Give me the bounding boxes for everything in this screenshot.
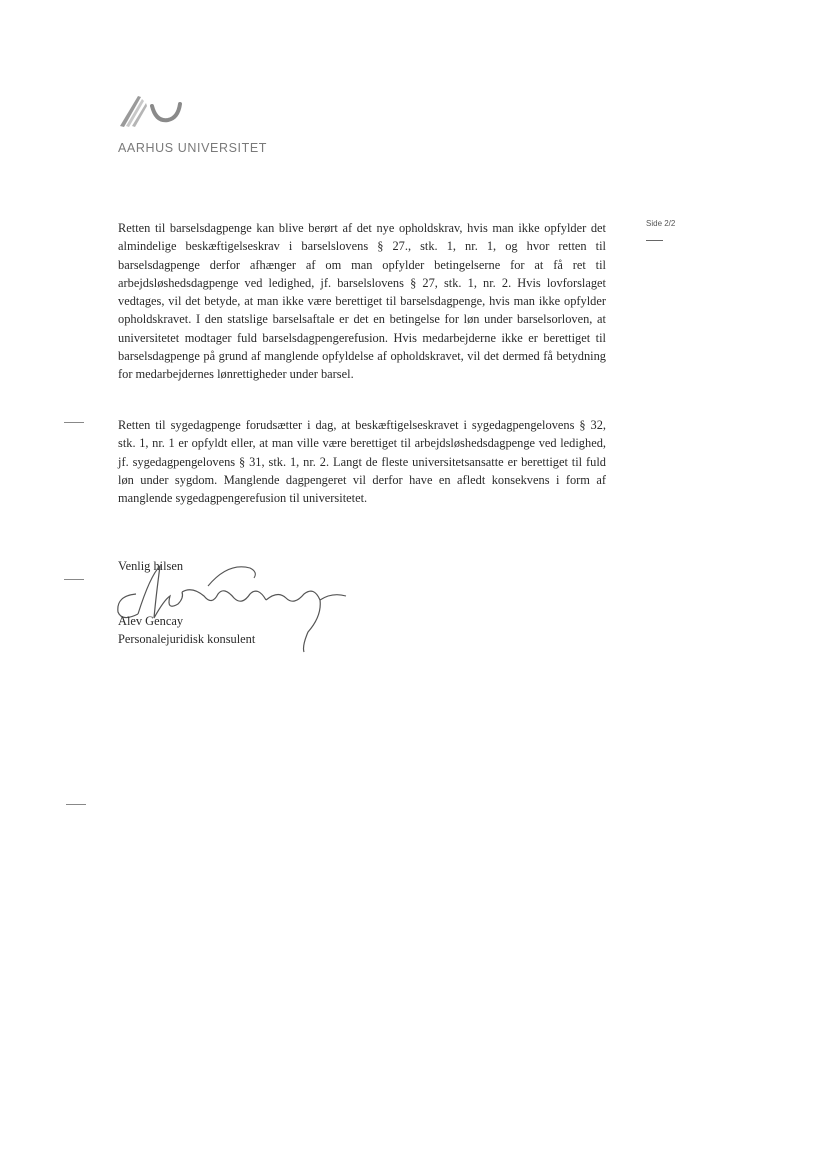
paragraph-barselsdagpenge — [118, 219, 606, 384]
margin-mark — [64, 579, 84, 580]
margin-mark — [64, 422, 84, 423]
paragraph-text: Retten til sygedagpenge forudsætter i dag, at beskæftigelseskravet i sygedagpengelovens § 32, stk. 1, nr. 1 er opfyldt eller, at man ville være berettiget til arbejdsløshedsdagpenge ved ledighed, jf. sygedagpengelovens § 31, stk. 1, nr. 2. Langt de fleste universitetsansatte er berettiget til fuld løn under sygdom. Manglende dagpengeret vil derfor have en afledt konsekvens i form af manglende sygedagpengerefusion til universitetet. — [118, 418, 606, 506]
page-number: Side 2/2 — [646, 219, 676, 228]
closing-greeting: Venlig hilsen — [118, 559, 184, 573]
paragraph-sygedagpenge — [118, 416, 606, 507]
university-name: AARHUS UNIVERSITET — [118, 141, 268, 155]
margin-mark — [66, 804, 86, 805]
page-number-rule — [646, 240, 663, 241]
signer-name: Alev Gencay — [118, 614, 184, 628]
paragraph-text: Retten til barselsdagpenge kan blive berørt af det nye opholdskrav, hvis man ikke opfylder det almindelige beskæftigelseskrav i barselslovens § 27., stk. 1, nr. 1, og hvor retten til barselsdagpenge derfor afhænger af om man opfylder betingelserne for at få ret til arbejdsløshedsdagpenge ved ledighed, jf. barselslovens § 27, stk. 1, nr. 2. Hvis lovforslaget vedtages, vil det betyde, at man ikke være berettiget til barselsdagpenge, hvis man ikke opfylder opholdskravet. I den statslige barselsaftale er det en betingelse for løn under barselsorloven, at universitetet modtager fuld barselsdagpengerefusion. Hvis medarbejderne ikke er berettiget til barselsdagpenge på grund af manglende opfyldelse af opholdskravet, vil det dermed få betydning for medarbejdernes lønrettigheder under barsel. — [118, 221, 606, 382]
signer-title: Personalejuridisk konsulent — [118, 632, 256, 646]
aarhus-university-logo-icon — [116, 92, 186, 128]
